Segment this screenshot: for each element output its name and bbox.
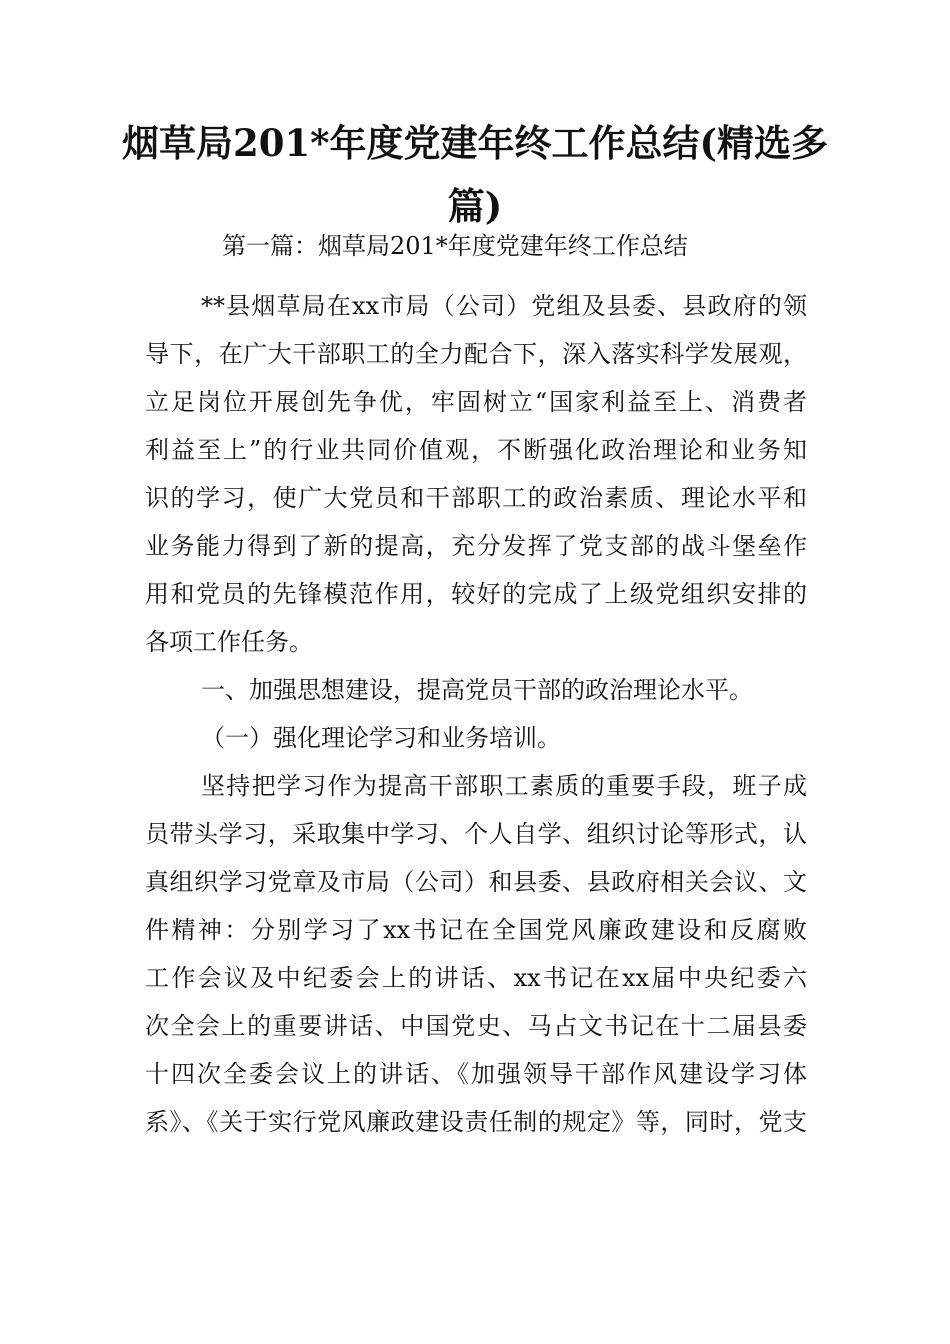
paragraph-line: 坚持把学习作为提高干部职工素质的重要手段，班子成	[201, 772, 807, 800]
paragraph-line: 员带头学习，采取集中学习、个人自学、组织讨论等形式，认	[145, 820, 807, 848]
title-line-1: 烟草局201*年度党建年终工作总结(精选多	[121, 121, 829, 165]
paragraph-line: 真组织学习党章及市局（公司）和县委、县政府相关会议、文	[145, 868, 807, 896]
paragraph-line: 次全会上的重要讲话、中国党史、马占文书记在十二届县委	[145, 1012, 807, 1040]
title-line-2: 篇)	[447, 184, 503, 228]
paragraph-line: 各项工作任务。	[145, 628, 313, 656]
paragraph-2	[145, 762, 807, 1146]
section-heading-1: 一、加强思想建设，提高党员干部的政治理论水平。	[201, 676, 753, 704]
paragraph-line: 系》、《关于实行党风廉政建设责任制的规定》等，同时，党支	[145, 1108, 807, 1136]
paragraph-line: 利益至上”的行业共同价值观，不断强化政治理论和业务知	[145, 436, 807, 464]
paragraph-line: 导下，在广大干部职工的全力配合下，深入落实科学发展观，	[145, 340, 807, 368]
section-heading-2: （一）强化理论学习和业务培训。	[201, 724, 561, 752]
paragraph-line: 件精神：分别学习了xx书记在全国党风廉政建设和反腐败	[145, 916, 807, 944]
paragraph-1	[145, 282, 807, 666]
paragraph-line: 十四次全委会议上的讲话、《加强领导干部作风建设学习体	[145, 1060, 807, 1088]
paragraph-line: 识的学习，使广大党员和干部职工的政治素质、理论水平和	[145, 484, 807, 512]
paragraph-line: 工作会议及中纪委会上的讲话、xx书记在xx届中央纪委六	[145, 964, 807, 992]
spacer	[145, 270, 807, 282]
section-subtitle: 第一篇：烟草局201*年度党建年终工作总结	[222, 232, 688, 260]
document-body	[145, 222, 807, 1146]
paragraph-line: **县烟草局在xx市局（公司）党组及县委、县政府的领	[201, 292, 807, 320]
paragraph-line: 用和党员的先锋模范作用，较好的完成了上级党组织安排的	[145, 580, 807, 608]
document-title	[100, 112, 850, 238]
paragraph-line: 业务能力得到了新的提高，充分发挥了党支部的战斗堡垒作	[145, 532, 807, 560]
paragraph-line: 立足岗位开展创先争优，牢固树立“国家利益至上、消费者	[145, 388, 807, 416]
